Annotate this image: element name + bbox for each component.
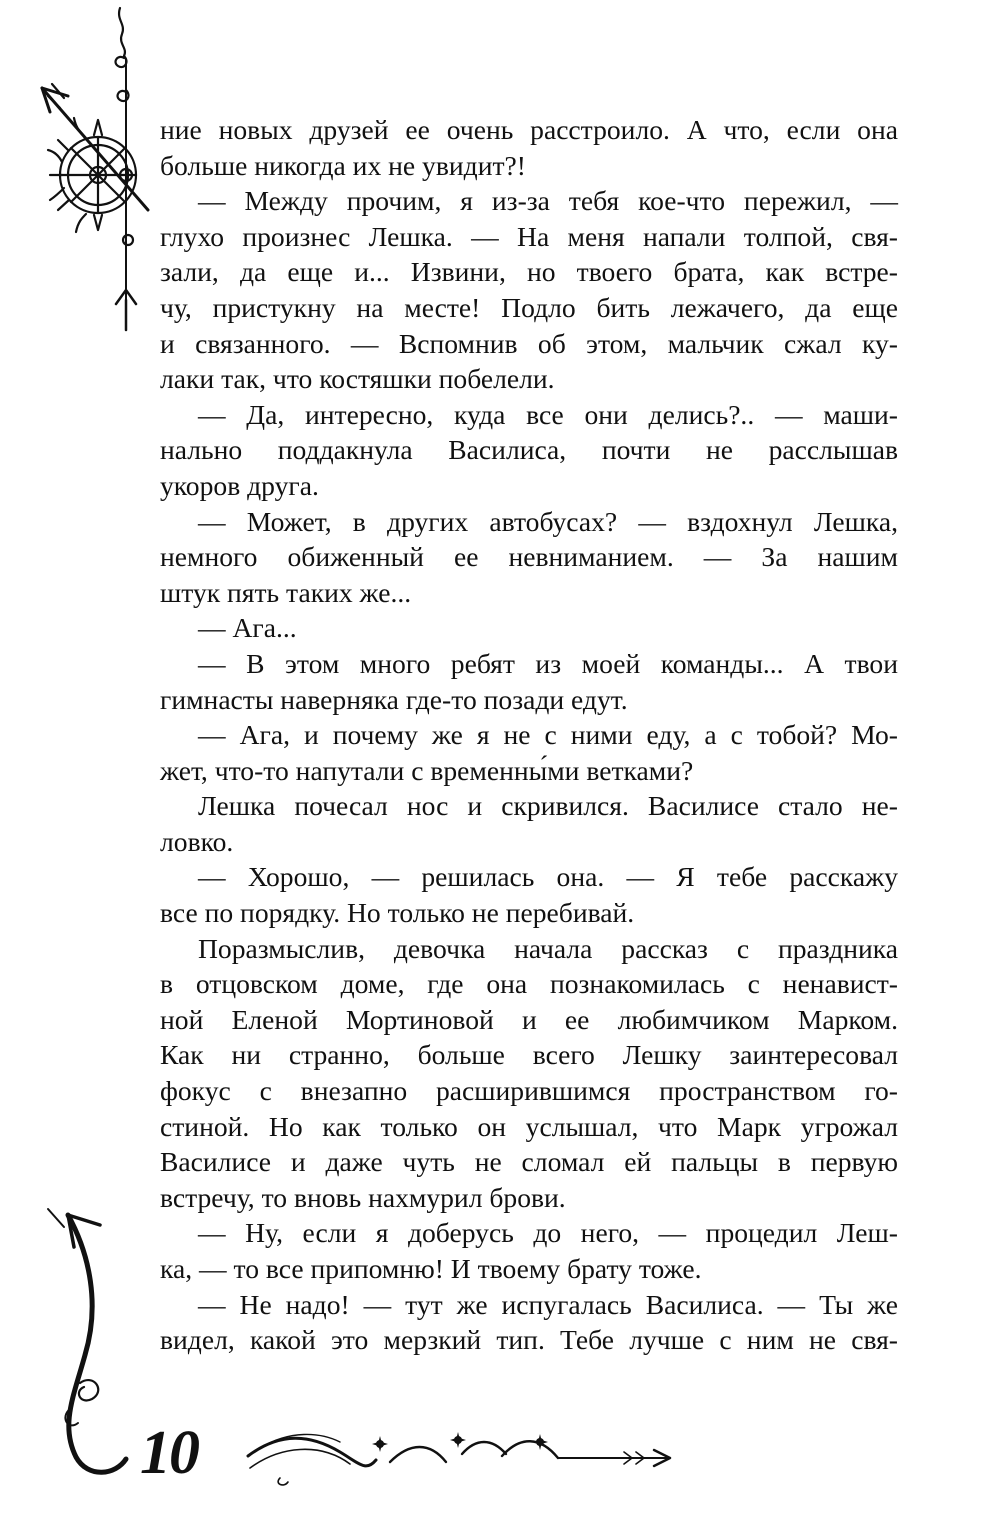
text-line: — Не надо! — тут же испугалась Василиса. — Ты же <box>198 1288 898 1320</box>
text-line: — Между прочим, я из-за тебя кое-что пережил, — <box>198 185 898 217</box>
text-line: — Ну, если я доберусь до него, — процедил Леш- <box>198 1217 898 1249</box>
text-line: Лешка почесал нос и скривился. Василисе стало не- <box>198 790 898 822</box>
text-line: гимнасты наверняка где-то позади едут. <box>160 683 628 715</box>
text-line: немного обиженный ее невниманием. — За нашим <box>160 541 898 573</box>
text-line: стиной. Но как только он услышал, что Марк угрожал <box>160 1110 898 1142</box>
text-line: глухо произнес Лешка. — На меня напали толпой, свя- <box>160 220 898 252</box>
text-line: ние новых друзей ее очень расстроило. А что, если она <box>160 114 898 145</box>
text-line: и связанного. — Вспомнив об этом, мальчик сжал ку- <box>160 327 898 359</box>
compass-sun-ornament-icon <box>28 0 158 340</box>
text-line: ной Еленой Мортиновой и ее любимчиком Марком. <box>160 1003 898 1035</box>
text-line: лаки так, что костяшки побелели. <box>160 363 555 395</box>
text-line: видел, какой это мерзкий тип. Тебе лучше с ним не свя- <box>160 1324 898 1356</box>
text-line: зали, да еще и... Извини, но твоего брата, как встре- <box>160 256 898 288</box>
text-line: Как ни странно, больше всего Лешку заинтересовал <box>160 1039 898 1071</box>
body-text <box>160 112 898 1358</box>
text-line: — Хорошо, — решилась она. — Я тебе расскажу <box>198 861 898 893</box>
text-line: жет, что-то напутали с временны́ми ветками? <box>160 754 694 786</box>
text-line: больше никогда их не увидит?! <box>160 149 526 181</box>
text-line: штук пять таких же... <box>160 576 412 608</box>
text-line: — Да, интересно, куда все они делись?.. — маши- <box>198 398 898 430</box>
wave-stars-arrow-ornament-icon <box>240 1412 690 1492</box>
text-line: ловко. <box>160 825 234 857</box>
text-line: нально поддакнула Василиса, почти не расслышав <box>160 434 898 466</box>
text-line: — Ага... <box>198 612 297 644</box>
text-line: чу, пристукну на месте! Подло бить лежачего, да еще <box>160 291 898 323</box>
text-line: встречу, то вновь нахмурил брови. <box>160 1181 566 1213</box>
text-line: укоров друга. <box>160 469 319 501</box>
text-line: все по порядку. Но только не перебивай. <box>160 897 635 929</box>
text-line: — Ага, и почему же я не с ними еду, а с тобой? Мо- <box>198 719 898 751</box>
text-line: ка, — то все припомню! И твоему брату тоже. <box>160 1253 702 1284</box>
text-line: Поразмыслив, девочка начала рассказ с праздника <box>198 932 898 964</box>
text-line: фокус с внезапно расширившимся пространством го- <box>160 1075 898 1107</box>
curl-arrow-ornament-icon <box>30 1195 150 1485</box>
text-line: Василисе и даже чуть не сломал ей пальцы в первую <box>160 1146 898 1178</box>
text-line: — В этом много ребят из моей команды... А твои <box>198 647 898 679</box>
text-line: — Может, в других автобусах? — вздохнул Лешка, <box>198 505 898 537</box>
text-line: в отцовском доме, где она познакомилась с ненавист- <box>160 968 898 1000</box>
page-number: 10 <box>140 1419 198 1487</box>
